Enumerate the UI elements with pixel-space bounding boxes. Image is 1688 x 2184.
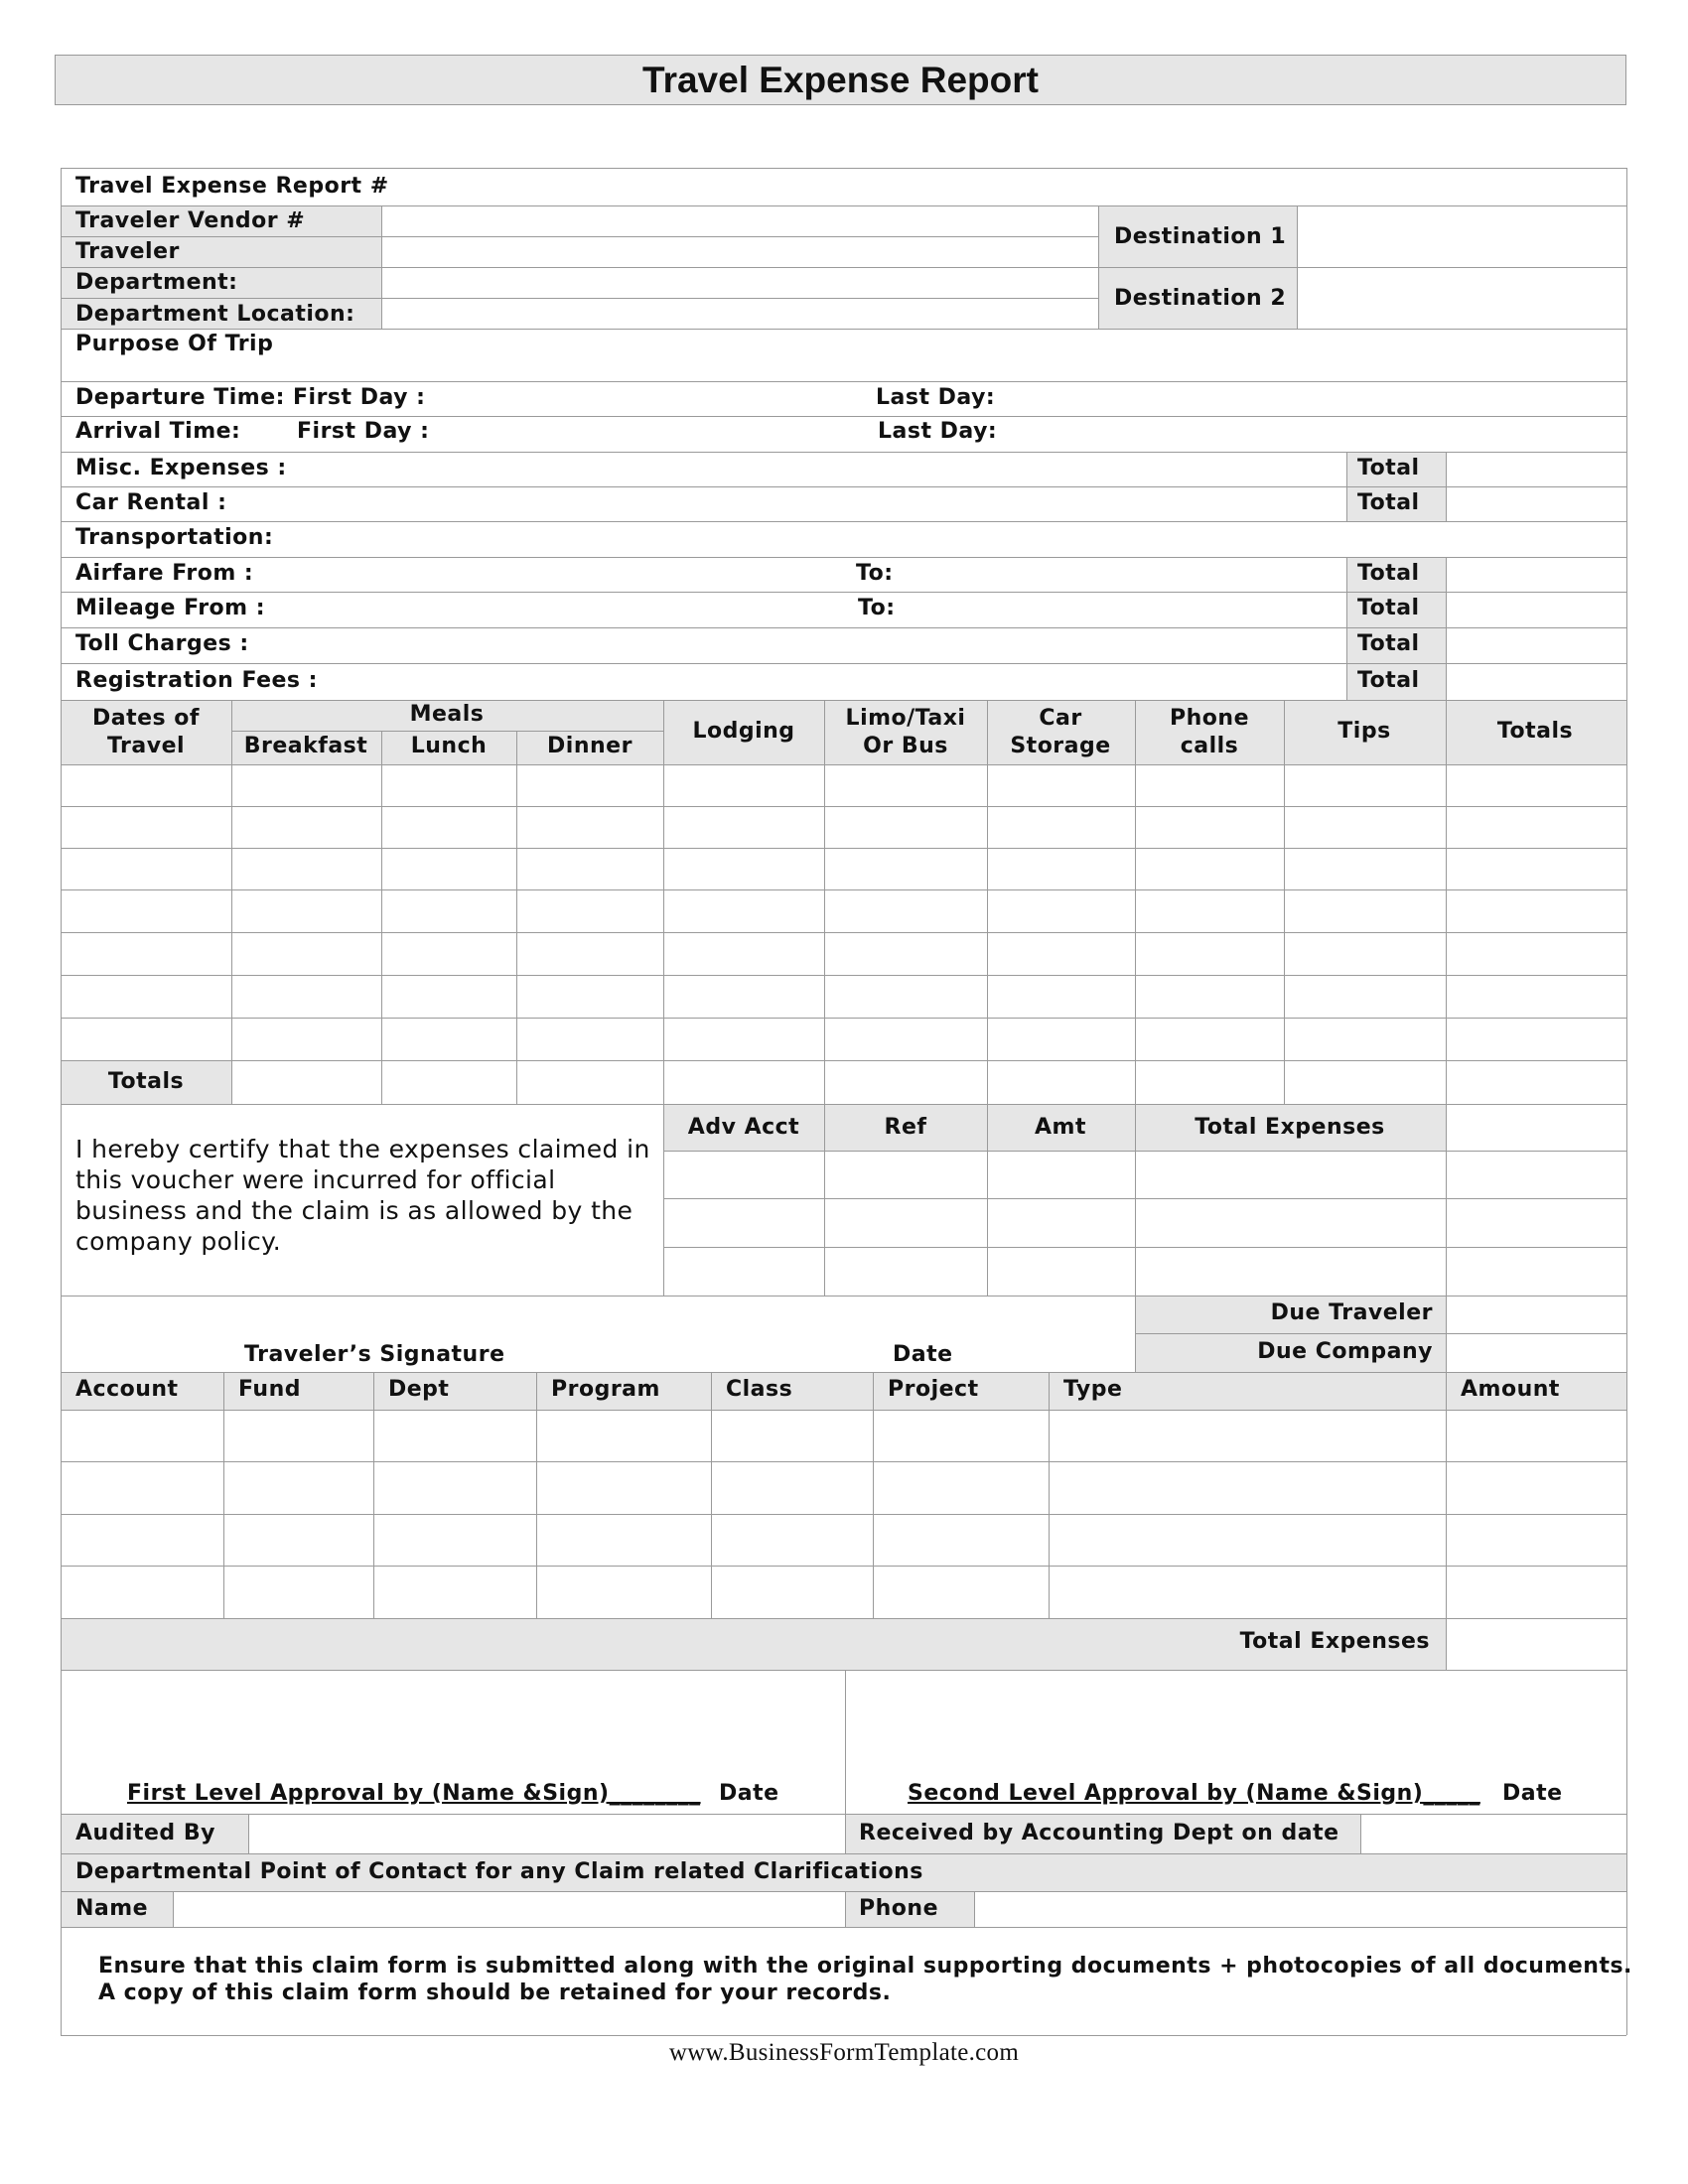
certification-text: I hereby certify that the expenses claimed in this voucher were incurred for official business and the claim is as allowed by the company policy.: [75, 1135, 650, 1256]
arrival-last-day-label: Last Day:: [878, 419, 998, 444]
misc-total-label: Total: [1357, 456, 1420, 480]
accounting-total-expenses-label: Total Expenses: [1239, 1629, 1430, 1654]
due-company-label: Due Company: [1257, 1339, 1433, 1364]
department-label: Department:: [75, 270, 238, 295]
submission-note-line2: A copy of this claim form should be retained for your records.: [98, 1980, 892, 2005]
mileage-to-label: To:: [858, 596, 896, 620]
col-car-storage: Car Storage: [1010, 706, 1111, 758]
car-rental-label: Car Rental :: [75, 490, 227, 515]
destination-2-field[interactable]: [1297, 267, 1626, 329]
traveler-signature-label: Traveler’s Signature: [244, 1342, 505, 1367]
col-total-expenses: Total Expenses: [1195, 1115, 1385, 1140]
report-number-label: Travel Expense Report #: [75, 174, 389, 199]
purpose-label: Purpose Of Trip: [75, 332, 274, 356]
traveler-vendor-label: Traveler Vendor #: [75, 208, 306, 233]
airfare-total-label: Total: [1357, 561, 1420, 586]
col-adv-acct: Adv Acct: [687, 1115, 800, 1140]
row-totals-label: Totals: [107, 1069, 185, 1094]
col-dinner: Dinner: [547, 734, 633, 758]
received-date-field[interactable]: [1360, 1814, 1626, 1853]
arrival-first-day-label: First Day :: [297, 419, 430, 444]
col-project: Project: [888, 1377, 979, 1402]
col-lodging: Lodging: [692, 719, 795, 744]
first-level-approval-label: First Level Approval by (Name &Sign)________: [127, 1781, 701, 1806]
destination-2-label: Destination 2: [1114, 286, 1287, 311]
audited-by-label: Audited By: [75, 1821, 215, 1845]
car-rental-total-label: Total: [1357, 490, 1420, 515]
first-approval-date-label: Date: [719, 1781, 779, 1806]
contact-phone-label: Phone: [859, 1896, 938, 1921]
col-account: Account: [75, 1377, 179, 1402]
second-level-approval-label: Second Level Approval by (Name &Sign)_____: [908, 1781, 1480, 1806]
toll-charges-label: Toll Charges :: [75, 631, 249, 656]
departure-last-day-label: Last Day:: [876, 385, 996, 410]
col-totals: Totals: [1496, 719, 1574, 744]
contact-phone-field[interactable]: [974, 1891, 1626, 1927]
registration-fees-label: Registration Fees :: [75, 668, 318, 693]
destination-1-label: Destination 1: [1114, 224, 1287, 249]
contact-name-label: Name: [75, 1896, 149, 1921]
col-class: Class: [726, 1377, 793, 1402]
col-ref: Ref: [884, 1115, 927, 1140]
due-traveler-label: Due Traveler: [1270, 1300, 1433, 1325]
mileage-from-label: Mileage From :: [75, 596, 266, 620]
col-type: Type: [1063, 1377, 1123, 1402]
arrival-time-label: Arrival Time:: [75, 419, 241, 444]
departure-first-day-label: First Day :: [293, 385, 426, 410]
footer-url: www.BusinessFormTemplate.com: [668, 2039, 1020, 2066]
airfare-from-label: Airfare From :: [75, 561, 254, 586]
signature-date-label: Date: [893, 1342, 953, 1367]
mileage-total-label: Total: [1357, 596, 1420, 620]
col-fund: Fund: [238, 1377, 302, 1402]
col-lunch: Lunch: [410, 734, 488, 758]
col-breakfast: Breakfast: [243, 734, 368, 758]
col-meals: Meals: [409, 702, 485, 727]
departure-time-label: Departure Time:: [75, 385, 285, 410]
audited-by-field[interactable]: [248, 1814, 845, 1853]
page-title: Travel Expense Report: [55, 55, 1626, 105]
submission-note-line1: Ensure that this claim form is submitted along with the original supporting documents + photocopies of all documents.: [98, 1954, 1632, 1979]
airfare-to-label: To:: [856, 561, 894, 586]
col-amt: Amt: [1035, 1115, 1086, 1140]
received-by-accounting-label: Received by Accounting Dept on date: [859, 1821, 1339, 1845]
col-phone-calls: Phone calls: [1170, 706, 1249, 758]
contact-section-label: Departmental Point of Contact for any Claim related Clarifications: [75, 1859, 923, 1884]
col-limo-taxi-bus: Limo/Taxi Or Bus: [845, 706, 966, 758]
col-tips: Tips: [1337, 719, 1391, 744]
toll-total-label: Total: [1357, 631, 1420, 656]
col-amount: Amount: [1461, 1377, 1560, 1402]
department-location-field[interactable]: [381, 298, 1098, 329]
traveler-label: Traveler: [75, 239, 180, 264]
misc-expenses-label: Misc. Expenses :: [75, 456, 287, 480]
registration-total-label: Total: [1357, 668, 1420, 693]
second-approval-date-label: Date: [1502, 1781, 1563, 1806]
col-dates-of-travel: Dates of Travel: [92, 706, 200, 758]
traveler-vendor-field[interactable]: [381, 205, 1098, 236]
department-field[interactable]: [381, 267, 1098, 298]
col-program: Program: [551, 1377, 660, 1402]
contact-name-field[interactable]: [173, 1891, 845, 1927]
department-location-label: Department Location:: [75, 302, 355, 327]
destination-1-field[interactable]: [1297, 205, 1626, 267]
col-dept: Dept: [388, 1377, 450, 1402]
transportation-label: Transportation:: [75, 525, 274, 550]
traveler-field[interactable]: [381, 236, 1098, 267]
